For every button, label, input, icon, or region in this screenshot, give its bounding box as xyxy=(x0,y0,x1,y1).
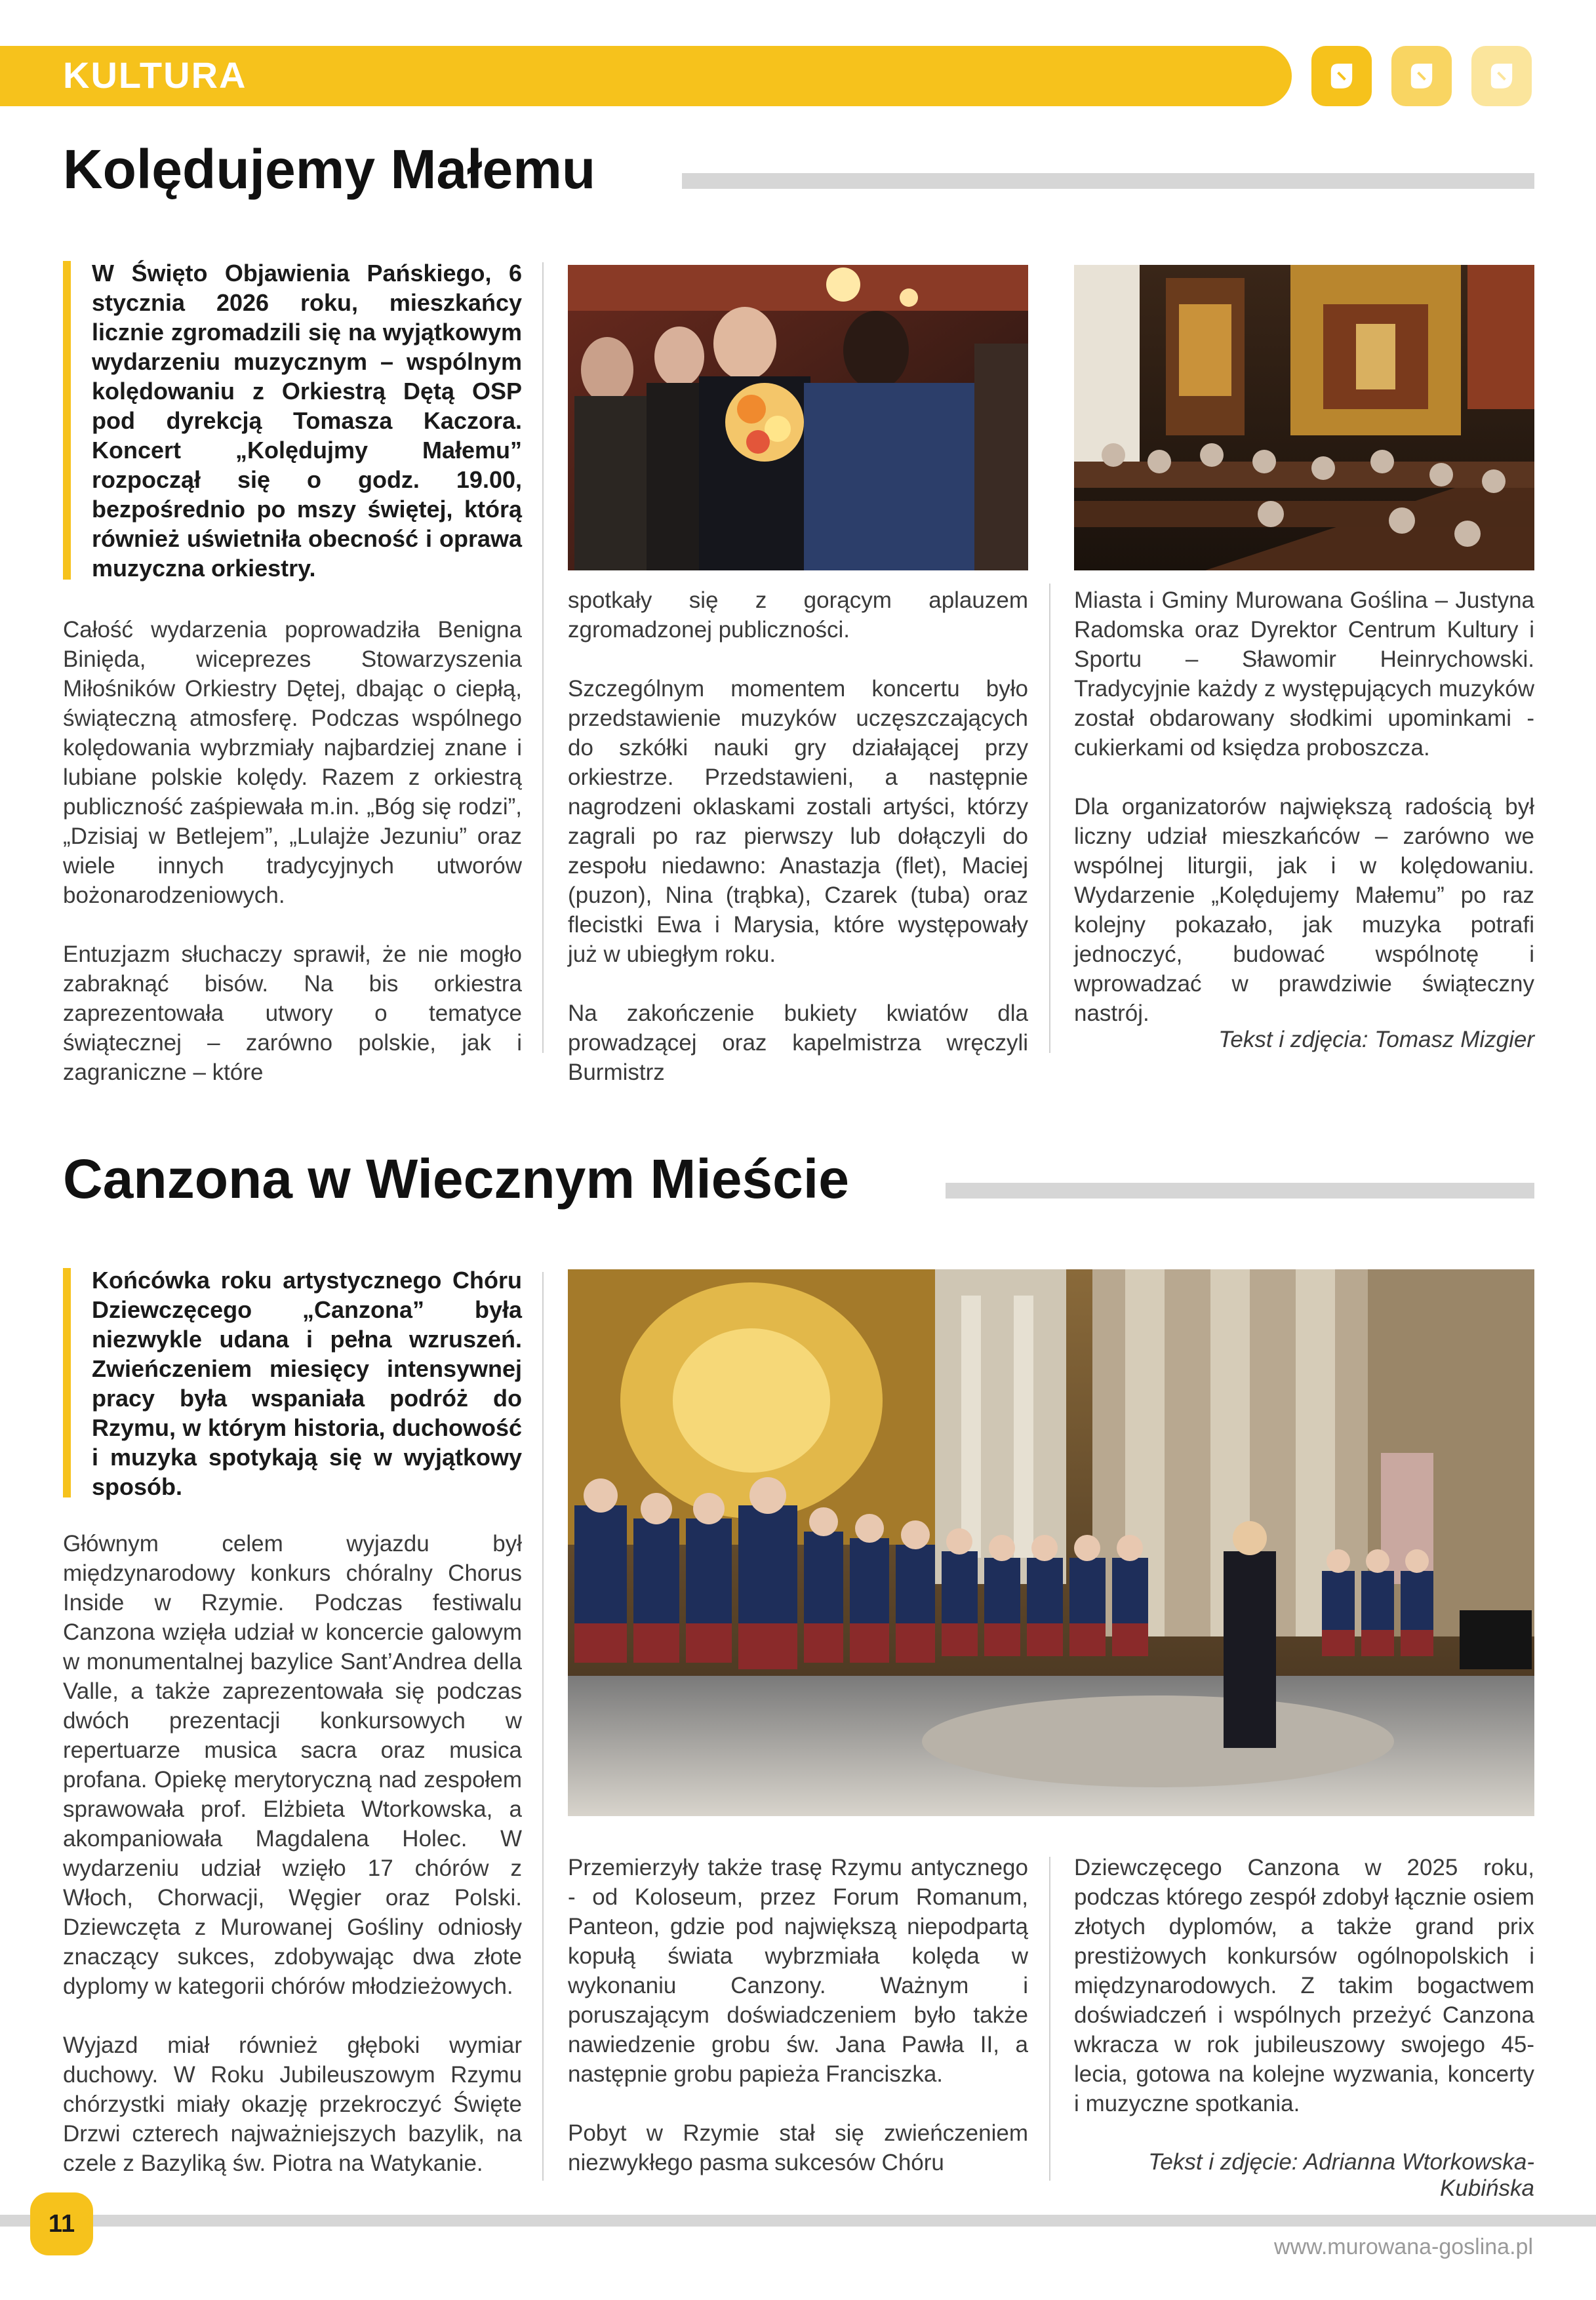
leaf-icon xyxy=(1471,46,1532,106)
lead-accent-bar xyxy=(63,261,71,580)
text-column-1 xyxy=(63,1529,522,2178)
title-rule xyxy=(682,173,1534,189)
leaf-icon xyxy=(1391,46,1452,106)
text-column-1 xyxy=(63,615,522,1087)
paragraph: Pobyt w Rzymie stał się zwieńczeniem niezwykłego pasma sukcesów Chóru xyxy=(568,2120,1028,2175)
leaf-icon xyxy=(1311,46,1372,106)
text-column-2 xyxy=(568,585,1028,1087)
photo-church-concert xyxy=(1074,265,1534,570)
column-divider xyxy=(542,262,544,1053)
lead-accent-bar xyxy=(63,1268,71,1497)
article-title: Canzona w Wiecznym Mieście xyxy=(63,1148,849,1210)
paragraph: Głównym celem wyjazdu był międzynarodowy konkurs chóralny Chorus Inside w Rzymie. Podczas festiwalu Canzona wzięła udział w koncercie galowym w monumentalnej bazylice Sant’Andrea della Valle, a także zaprezentowała się podczas dwóch prezentacji konkursowych w repertuarze musica sacra oraz musica profana. Opiekę merytoryczną nad zespołem sprawowała prof. Elżbieta Wtorkowska, a akompaniowała Magdalena Holec. W wydarzeniu udział wzięło 17 chórów z Włoch, Chorwacji, Węgier oraz Polski. Dziewczęta z Murowanej Gośliny odniosły znaczący sukces, zdobywając dwa złote dyplomy w kategorii chórów młodzieżowych. xyxy=(63,1531,522,1999)
article-lead: W Święto Objawienia Pańskiego, 6 stycznia 2026 roku, mieszkańcy licznie zgromadzili się na wyjątkowym wydarzeniu muzycznym – wspólnym kolędowaniu z Orkiestrą Dętą OSP pod dyrekcją Tomasza Kaczora. Koncert „Kolędujmy Małemu” rozpoczął się o godz. 19.00, bezpośrednio po mszy świętej, którą również uświetniła obecność i oprawa muzyczna orkiestry. xyxy=(92,260,522,582)
page-number: 11 xyxy=(30,2192,93,2255)
photo-bouquet-presentation xyxy=(568,265,1028,570)
paragraph: Miasta i Gminy Murowana Goślina – Justyna Radomska oraz Dyrektor Centrum Kultury i Sportu – Sławomir Heinrychowski. Tradycyjnie każdy z występujących muzyków został obdarowany słodkimi upominkami - cukierkami od księdza proboszcza. xyxy=(1074,587,1534,761)
paragraph: Dziewczęcego Canzona w 2025 roku, podczas którego zespół zdobył łącznie osiem złotych dyplomów, a także grand prix prestiżowych konkursów ogólnopolskich i międzynarodowych. Z takim bogactwem doświadczeń i wspólnych przeżyć Canzona wkracza w rok jubileuszowy swojego 45-lecia, gotowa na kolejne wyzwania, koncerty i muzyczne spotkania. xyxy=(1074,1855,1534,2116)
column-divider xyxy=(1049,1857,1050,2181)
column-divider xyxy=(1049,584,1050,1053)
text-column-3 xyxy=(1074,585,1534,1028)
column-divider xyxy=(542,1272,544,2181)
paragraph: Na zakończenie bukiety kwiatów dla prowadzącej oraz kapelmistrza wręczyli Burmistrz xyxy=(568,1001,1028,1085)
photo-choir-basilica xyxy=(568,1269,1534,1816)
paragraph: spotkały się z gorącym aplauzem zgromadzonej publiczności. xyxy=(568,587,1028,643)
paragraph: Entuzjazm słuchaczy sprawił, że nie mogło zabraknąć bisów. Na bis orkiestra zaprezentowała utwory o tematyce świątecznej – zarówno polskie, jak i zagraniczne – które xyxy=(63,942,522,1085)
paragraph: Dla organizatorów największą radością był liczny udział mieszkańców – zarówno we wspólnej liturgii, jak i w kolędowaniu. Wydarzenie „Kolędujemy Małemu” po raz kolejny pokazało, jak muzyka potrafi jednoczyć, budować wspólnotę i wprowadzać w prawdziwie świąteczny nastrój. xyxy=(1074,794,1534,1026)
paragraph: Wyjazd miał również głęboki wymiar duchowy. W Roku Jubileuszowym Rzymu chórzystki miały okazję przekroczyć Święte Drzwi czterech najważniejszych bazylik, na czele z Bazyliką św. Piotra na Watykanie. xyxy=(63,2032,522,2176)
paragraph: Szczególnym momentem koncertu było przedstawienie muzyków uczęszczających do szkółki nauki gry działającej przy orkiestrze. Przedstawieni, a następnie nagrodzeni oklaskami zostali artyści, którzy zagrali po raz pierwszy lub dołączyli do zespołu niedawno: Anastazja (flet), Maciej (puzon), Nina (trąbka), Czarek (tuba) oraz flecistki Ewa i Marysia, które występowały już w ubiegłym roku. xyxy=(568,676,1028,967)
text-column-2 xyxy=(568,1853,1028,2177)
article-title: Kolędujemy Małemu xyxy=(63,138,596,200)
section-label: KULTURA xyxy=(63,54,247,96)
text-column-3 xyxy=(1074,1853,1534,2118)
paragraph: Przemierzyły także trasę Rzymu antycznego - od Koloseum, przez Forum Romanum, Panteon, gdzie pod największą niepodpartą kopułą świata wybrzmiała kolęda w wykonaniu Canzony. Ważnym i poruszającym doświadczeniem było także nawiedzenie grobu św. Jana Pawła II, a następnie grobu papieża Franciszka. xyxy=(568,1855,1028,2087)
title-rule xyxy=(946,1183,1534,1199)
footer-rule xyxy=(0,2215,1596,2227)
paragraph: Całość wydarzenia poprowadziła Benigna Binięda, wiceprezes Stowarzyszenia Miłośników Orkiestry Dętej, dbając o ciepłą, świąteczną atmosferę. Podczas wspólnego kolędowania wybrzmiały najbardziej znane i lubiane polskie kolędy. Razem z orkiestrą publiczność zaśpiewała m.in. „Bóg się rodzi”, „Dzisiaj w Betlejem”, „Lulajże Jezuniu” oraz wiele innych tradycyjnych utworów bożonarodzeniowych. xyxy=(63,617,522,908)
footer-url[interactable]: www.murowana-goslina.pl xyxy=(1274,2234,1533,2259)
article-lead: Końcówka roku artystycznego Chóru Dziewczęcego „Canzona” była niezwykle udana i pełna wzruszeń. Zwieńczeniem miesięcy intensywnej pracy była wspaniała podróż do Rzymu, w którym historia, duchowość i muzyka spotykają się w wyjątkowy sposób. xyxy=(92,1267,522,1500)
photo-credit: Tekst i zdjęcia: Tomasz Mizgier xyxy=(1218,1027,1534,1052)
photo-credit: Tekst i zdjęcie: Adrianna Wtorkowska-Kubińska xyxy=(1148,2149,1534,2201)
